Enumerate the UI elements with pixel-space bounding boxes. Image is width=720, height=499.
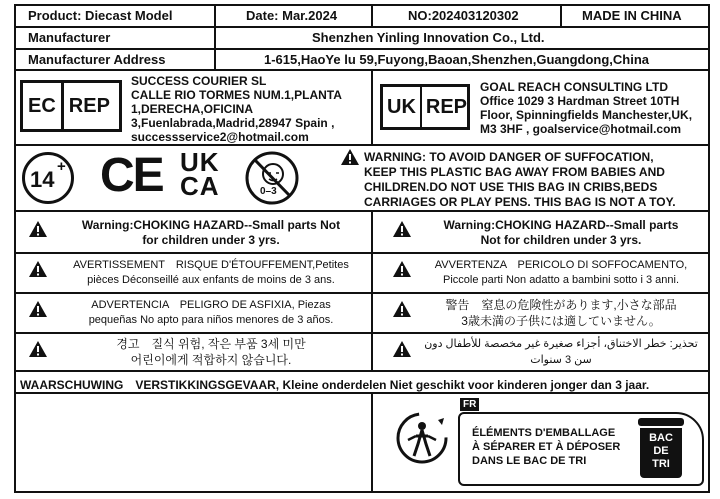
suffocation-line: WARNING: TO AVOID DANGER OF SUFFOCATION, (364, 150, 654, 164)
warning-triangle-icon (28, 340, 48, 358)
recycling-line: DANS LE BAC DE TRI (472, 455, 587, 467)
rule (371, 4, 373, 28)
choking-warning-it (416, 258, 706, 288)
choking-warning-en-right (416, 218, 706, 248)
warning-line: Not for children under 3 yrs. (480, 233, 642, 247)
uk-rep-badge-left: UK (387, 95, 416, 118)
border-left (14, 4, 16, 493)
suffocation-line: KEEP THIS PLASTIC BAG AWAY FROM BABIES AND (364, 165, 665, 179)
warning-line: ADVERTENCIA PELIGRO DE ASFIXIA, Piezas (91, 299, 331, 311)
badge-divider (420, 87, 422, 127)
warning-triangle-icon (28, 300, 48, 318)
uk-rep-badge-right: REP (425, 95, 467, 118)
ec-rep-line: 3,Fuenlabrada,Madrid,28947 Spain , (131, 116, 335, 130)
ukca-top: UK (180, 147, 220, 177)
ec-rep-line: successservice2@hotmail.com (131, 130, 309, 144)
ec-rep-badge-right: REP (68, 94, 110, 117)
warning-line: 警告 窒息の危険性があります,小さな部品 (445, 298, 677, 312)
choking-warning-ja (416, 297, 706, 329)
bin-text: BAC (649, 432, 673, 444)
warning-line: Piccole parti Non adatto a bambini sotto i 3 anni. (442, 274, 680, 286)
manufacturer-label: Manufacturer (28, 30, 111, 45)
warning-line: AVERTISSEMENT RISQUE D'ÉTOUFFEMENT,Petites (73, 259, 349, 271)
ec-rep-address (131, 74, 371, 144)
uk-rep-line: Floor, Spinningfields Manchester,UK, (480, 108, 693, 122)
warning-triangle-icon (392, 260, 412, 278)
recycling-text (472, 426, 620, 468)
rule (14, 292, 710, 294)
warning-line: for children under 3 yrs. (142, 233, 280, 247)
choking-warning-ko (52, 336, 370, 368)
rule (14, 69, 710, 71)
uk-rep-line: M3 3HF , goalservice@hotmail.com (480, 122, 682, 136)
warning-line: 경고 질식 위험, 작은 부품 3세 미만 (116, 337, 306, 351)
suffocation-line: CARRIAGES OR PLAY PENS. THIS BAG IS NOT A TOY. (364, 195, 676, 209)
ec-rep-line: SUCCESS COURIER SL (131, 74, 267, 88)
product-name: Product: Diecast Model (28, 8, 173, 23)
manufacturer-name: Shenzhen Yinling Innovation Co., Ltd. (312, 30, 545, 45)
rule (14, 48, 710, 50)
warning-line: Warning:CHOKING HAZARD--Small parts (443, 218, 679, 232)
rule (14, 370, 710, 372)
choking-warning-ar (416, 336, 706, 368)
rule (14, 252, 710, 254)
recycling-line: À SÉPARER ET À DÉPOSER (472, 441, 621, 453)
manufacturer-address: 1-615,HaoYe lu 59,Fuyong,Baoan,Shenzhen,Guangdong,China (264, 52, 649, 67)
country-code: FR (460, 398, 479, 411)
choking-warning-nl: WAARSCHUWING VERSTIKKINGSGEVAAR, Kleine onderdelen Niet geschikt voor kinderen jonger dan 3 jaar. (20, 378, 650, 392)
rule (14, 332, 710, 334)
uk-rep-address (480, 80, 710, 136)
border-bottom (14, 491, 710, 493)
uk-rep-line: Office 1029 3 Hardman Street 10TH (480, 94, 680, 108)
rule (371, 392, 373, 493)
choking-warning-en-left (54, 218, 368, 248)
warning-line: تحذير: خطر الاختناق، أجزاء صغيرة غير مخصصة للأطفال دون (424, 338, 698, 350)
badge-divider (61, 83, 64, 129)
ec-rep-badge-left: EC (28, 94, 56, 117)
ce-mark-icon: CE (100, 149, 163, 202)
age-14-plus-icon (22, 152, 74, 204)
age-plus: + (57, 158, 66, 175)
warning-line: 어린이에게 적합하지 않습니다. (130, 353, 292, 367)
warning-line: سن 3 سنوات (530, 354, 592, 366)
date: Date: Mar.2024 (246, 8, 338, 23)
bin-label (640, 432, 682, 471)
warning-triangle-icon (28, 220, 48, 238)
warning-triangle-icon (340, 148, 360, 166)
uk-rep-badge (380, 84, 470, 130)
choking-warning-fr (52, 258, 370, 288)
rule (14, 26, 710, 28)
recycling-info-box (458, 412, 704, 486)
rule (214, 4, 216, 28)
warning-line: pièces Déconseillé aux enfants de moins de 3 ans. (87, 274, 335, 286)
bin-text: DE (653, 445, 669, 457)
warning-triangle-icon (392, 300, 412, 318)
triman-logo-icon (394, 410, 450, 466)
recycling-line: ÉLÉMENTS D'EMBALLAGE (472, 427, 616, 439)
warning-line: AVVERTENZA PERICOLO DI SOFFOCAMENTO, (434, 259, 688, 271)
not-for-0-3-icon (244, 150, 300, 206)
warning-triangle-icon (392, 220, 412, 238)
country-of-origin: MADE IN CHINA (582, 8, 682, 23)
ec-rep-line: CALLE RIO TORMES NUM.1,PLANTA (131, 88, 342, 102)
rule (371, 69, 373, 146)
uk-rep-line: GOAL REACH CONSULTING LTD (480, 80, 668, 94)
bin-lid (638, 418, 684, 426)
rule (14, 210, 710, 212)
sorting-bin-icon (636, 418, 686, 482)
ec-rep-badge (20, 80, 122, 132)
ec-rep-line: 1,DERECHA,OFICINA (131, 102, 254, 116)
border-top (14, 4, 710, 6)
age-range-label: 0–3 (260, 186, 277, 197)
ukca-bottom: CA (180, 171, 220, 201)
bin-text: TRI (652, 458, 670, 470)
warning-line: 3歳未満の子供には適していません。 (461, 314, 661, 328)
ukca-mark-icon (180, 147, 220, 201)
rule (214, 26, 216, 71)
warning-line: pequeñas No apto para niños menores de 3 años. (88, 314, 334, 326)
suffocation-line: CHILDREN.DO NOT USE THIS BAG IN CRIBS,BEDS (364, 180, 658, 194)
batch-number: NO:202403120302 (408, 8, 519, 23)
age-number: 14 (30, 167, 55, 192)
warning-triangle-icon (28, 260, 48, 278)
warning-triangle-icon (392, 340, 412, 358)
choking-warning-es (52, 298, 370, 328)
manufacturer-address-label: Manufacturer Address (28, 52, 166, 67)
rule (14, 144, 710, 146)
warning-line: Warning:CHOKING HAZARD--Small parts Not (81, 218, 341, 232)
rule (371, 210, 373, 372)
border-right (708, 4, 710, 493)
suffocation-warning (364, 150, 708, 210)
rule (560, 4, 562, 28)
